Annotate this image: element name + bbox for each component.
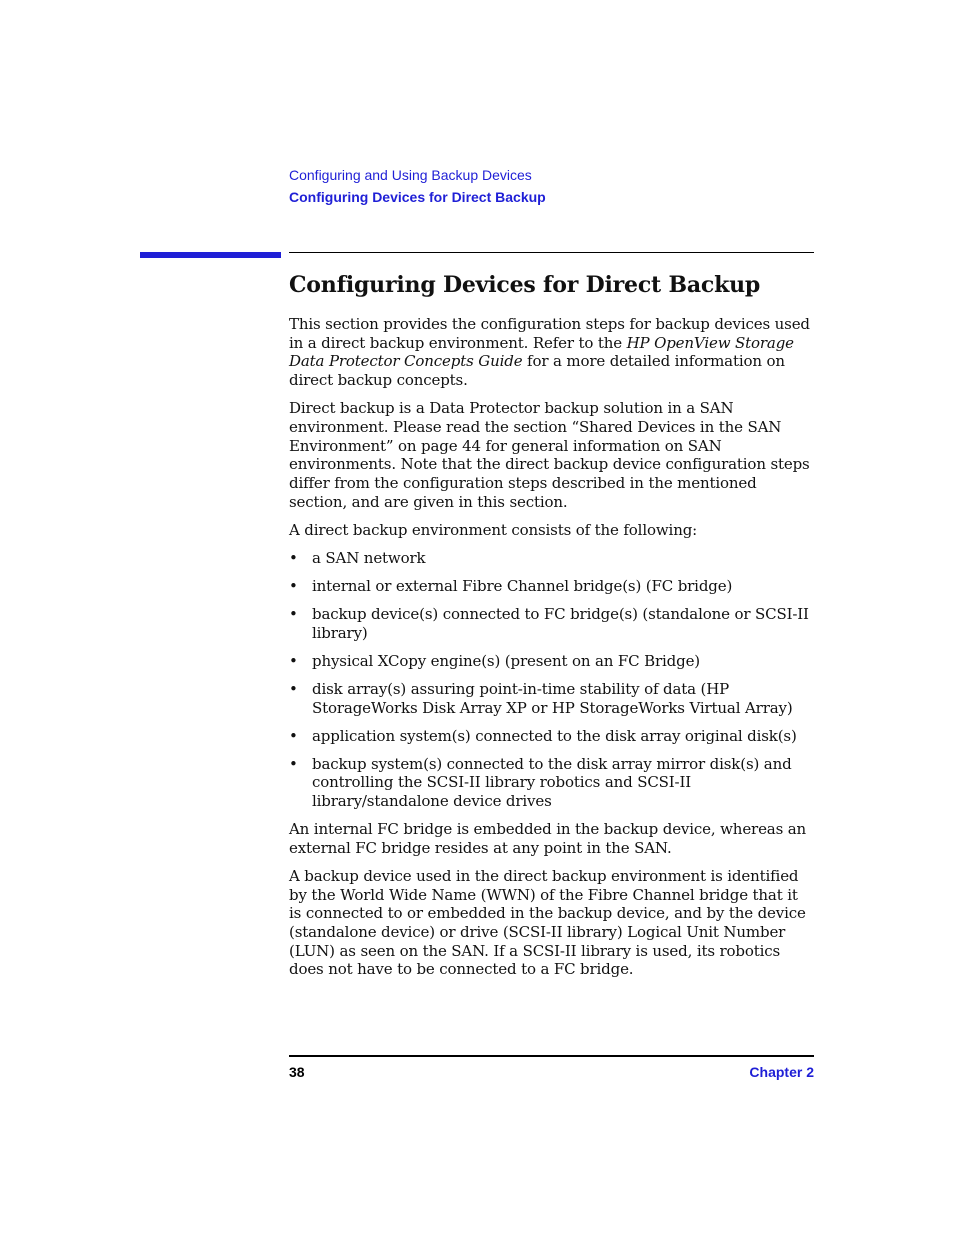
main-content [289, 268, 814, 989]
environment-lead-paragraph: A direct backup environment consists of the following: [289, 521, 698, 540]
page-title: Configuring Devices for Direct Backup [289, 272, 761, 298]
fc-bridge-paragraph: An internal FC bridge is embedded in the backup device, whereas an external FC bridge resides at any point in the SAN. [289, 820, 807, 857]
intro-text-before: This section provides the configuration steps for backup devices used in a direct backup environment. Refer to the [289, 315, 810, 352]
footer-chapter-label: Chapter 2 [749, 1064, 814, 1080]
bullet-marker: • [289, 679, 298, 698]
list-item: • internal or external Fibre Channel bridge(s) (FC bridge) [289, 577, 733, 596]
intro-text-after: for a more detailed information on direct backup concepts. [289, 352, 785, 390]
header-section-title: Configuring Devices for Direct Backup [289, 189, 546, 205]
bullet-marker: • [289, 577, 298, 596]
wwn-paragraph: A backup device used in the direct backup environment is identified by the World Wide Name (WWN) of the Fibre Channel bridge that it is connected to or embedded in the backup device, and by the device (standalone device) or drive (SCSI-II library) Logical Unit Number (LUN) as seen on the SAN. If a SCSI-II library is used, its robotics does not have to be connected to a FC bridge. [289, 866, 806, 979]
bullet-marker: • [289, 726, 298, 745]
footer-rule [289, 1055, 814, 1057]
section-accent-bar [140, 252, 281, 258]
bullet-marker: • [289, 549, 298, 568]
section-top-rule [289, 252, 814, 253]
page-number: 38 [289, 1064, 305, 1080]
environment-component-list [289, 549, 814, 811]
list-item: • a SAN network [289, 549, 426, 568]
list-item: • backup system(s) connected to the disk array mirror disk(s) and controlling the SCSI-II library robotics and SCSI-II library/standalone device drives [289, 754, 792, 811]
bullet-marker: • [289, 754, 298, 773]
concepts-guide-reference: HP OpenView Storage Data Protector Concepts Guide [289, 333, 794, 371]
san-paragraph: Direct backup is a Data Protector backup solution in a SAN environment. Please read the section “Shared Devices in the SAN Environment” on page 44 for general information on SAN environments. Note that the direct backup device configuration steps differ from the configuration steps described in the mentioned section, and are given in this section. [289, 399, 810, 511]
list-item: • backup device(s) connected to FC bridge(s) (standalone or SCSI-II library) [289, 605, 809, 642]
bullet-marker: • [289, 605, 298, 624]
list-item: • application system(s) connected to the disk array original disk(s) [289, 726, 797, 745]
running-header [289, 165, 546, 209]
intro-paragraph [289, 315, 814, 390]
list-item: • physical XCopy engine(s) (present on an FC Bridge) [289, 651, 700, 670]
list-item: • disk array(s) assuring point-in-time stability of data (HP StorageWorks Disk Array XP or HP StorageWorks Virtual Array) [289, 679, 793, 717]
header-chapter-title: Configuring and Using Backup Devices [289, 167, 532, 183]
bullet-marker: • [289, 651, 298, 670]
